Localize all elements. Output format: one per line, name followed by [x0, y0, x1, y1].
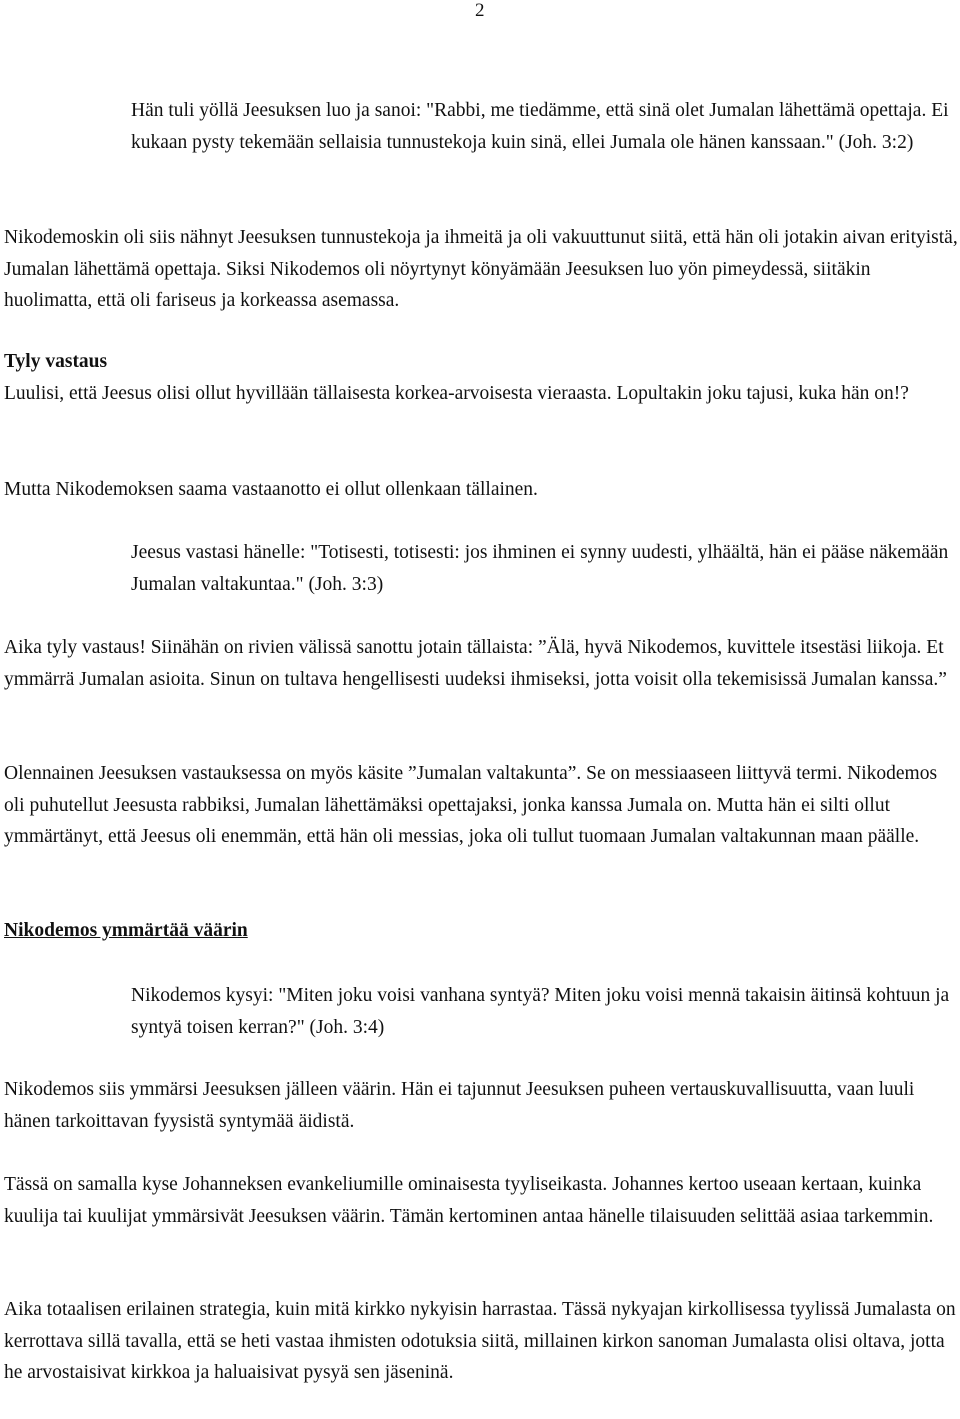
paragraph-kirkon-strategia: Aika totaalisen erilainen strategia, kuin mitä kirkko nykyisin harrastaa. Tässä nykyajan kirkollisessa tyylissä Jumalasta on kerrottava sillä tavalla, että se heti vastaa ihmisten odotuksia siitä, millainen kirkon sanoman Jumalasta olisi oltava, jotta he arvostaisivat kirkkoa ja haluaisivat pysyä sen jäseninä.: [4, 1299, 956, 1383]
paragraph-nikodemos-saw-signs: Nikodemoskin oli siis nähnyt Jeesuksen tunnustekoja ja ihmeitä ja oli vakuuttunut siitä, että hän oli jotakin aivan erityistä, Jumalan lähettämä opettaja. Siksi Nikodemos oli nöyrtynyt könyämään Jeesuksen luo yön pimeydessä, siitäkin huolimatta, että oli fariseus ja korkeassa asemassa.: [4, 227, 958, 311]
page-number: 2: [475, 0, 485, 21]
heading-tyly-vastaus: Tyly vastaus: [4, 351, 108, 372]
paragraph-johanneksen-tyyli: Tässä on samalla kyse Johanneksen evankeliumille ominaisesta tyyliseikasta. Johannes kertoo useaan kertaan, kuinka kuulija tai kuulijat ymmärsivät Jeesuksen väärin. Tämän kertominen antaa hänelle tilaisuuden selittää asiaa tarkemmin.: [4, 1174, 934, 1227]
paragraph-mutta-nikodemoksen: Mutta Nikodemoksen saama vastaanotto ei ollut ollenkaan tällainen.: [4, 479, 538, 500]
bible-quote-joh-3-2: Hän tuli yöllä Jeesuksen luo ja sanoi: "Rabbi, me tiedämme, että sinä olet Jumalan lähettämä opettaja. Ei kukaan pysty tekemään sellaisia tunnustekoja kuin sinä, ellei Jumala ole hänen kanssaan." (Joh. 3:2): [131, 100, 949, 153]
bible-quote-joh-3-4: Nikodemos kysyi: "Miten joku voisi vanhana syntyä? Miten joku voisi mennä takaisin äitinsä kohtuun ja syntyä toisen kerran?" (Joh. 3:4): [131, 985, 950, 1038]
heading-nikodemos-ymmartaa-vaarin: Nikodemos ymmärtää väärin: [4, 920, 248, 941]
bible-quote-joh-3-3: Jeesus vastasi hänelle: "Totisesti, totisesti: jos ihminen ei synny uudesti, ylhäältä, hän ei pääse näkemään Jumalan valtakuntaa." (Joh. 3:3): [131, 542, 949, 595]
paragraph-luulisi: Luulisi, että Jeesus olisi ollut hyvillään tällaisesta korkea-arvoisesta vieraasta. Lopultakin joku tajusi, kuka hän on!?: [4, 383, 909, 404]
paragraph-olennainen: Olennainen Jeesuksen vastauksessa on myös käsite ”Jumalan valtakunta”. Se on messiaaseen liittyvä termi. Nikodemos oli puhutellut Jeesusta rabbiksi, Jumalan lähettämäksi opettajaksi, jonka kanssa Jumala on. Mutta hän ei silti ollut ymmärtänyt, että Jeesus oli enemmän, että hän oli messias, joka oli tullut tuomaan Jumalan valtakunnan maan päälle.: [4, 763, 938, 847]
paragraph-ymmarsi-vaarin: Nikodemos siis ymmärsi Jeesuksen jälleen väärin. Hän ei tajunnut Jeesuksen puheen vertauskuvallisuutta, vaan luuli hänen tarkoittavan fyysistä syntymää äidistä.: [4, 1079, 915, 1132]
paragraph-aika-tyly-vastaus: Aika tyly vastaus! Siinähän on rivien välissä sanottu jotain tällaista: ”Älä, hyvä Nikodemos, kuvittele itsestäsi liikoja. Et ymmärrä Jumalan asioita. Sinun on tultava hengellisesti uudeksi ihmiseksi, jotta voisit olla tekemisissä Jumalan kanssa.”: [4, 637, 947, 690]
